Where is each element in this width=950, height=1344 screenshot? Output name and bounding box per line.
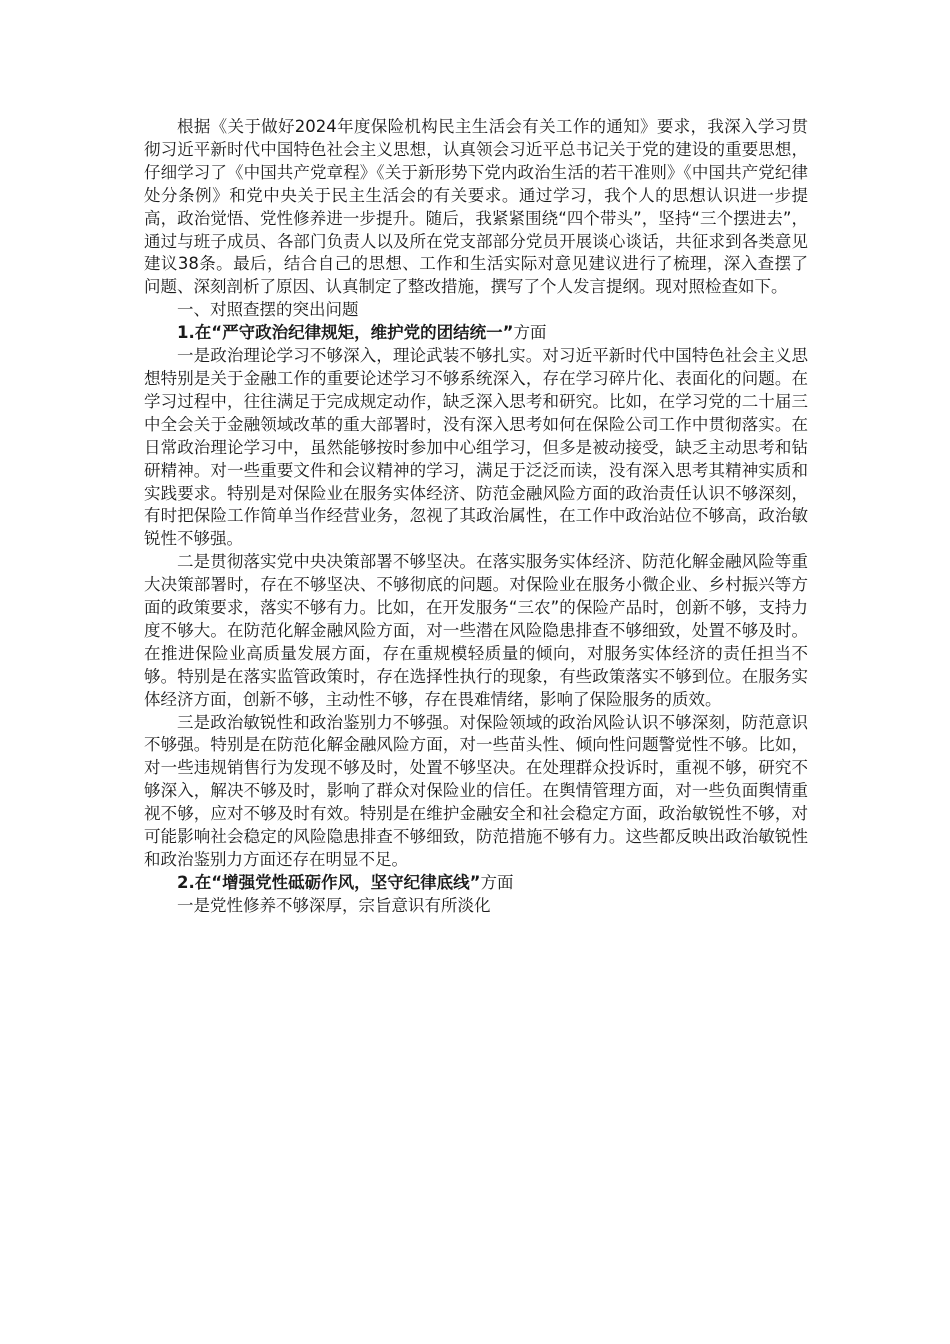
body-paragraph-1: 一是政治理论学习不够深入，理论武装不够扎实。对习近平新时代中国特色社会主义思想特别是关于金融工作的重要论述学习不够系统深入，存在学习碎片化、表面化的问题。在学习过程中，往往满足于完成规定动作，缺乏深入思考和研究。比如，在学习党的二十届三中全会关于金融领域改革的重大部署时，没有深入思考如何在保险公司工作中贯彻落实。在日常政治理论学习中，虽然能够按时参加中心组学习，但多是被动接受，缺乏主动思考和钻研精神。对一些重要文件和会议精神的学习，满足于泛泛而读，没有深入思考其精神实质和实践要求。特别是对保险业在服务实体经济、防范金融风险方面的政治责任认识不够深刻，有时把保险工作简单当作经营业务，忽视了其政治属性，在工作中政治站位不够高，政治敏锐性不够强。 <box>144 346 808 549</box>
body-paragraph-2: 二是贯彻落实党中央决策部署不够坚决。在落实服务实体经济、防范化解金融风险等重大决策部署时，存在不够坚决、不够彻底的问题。对保险业在服务小微企业、乡村振兴等方面的政策要求，落实不够有力。比如，在开发服务“三农”的保险产品时，创新不够，支持力度不够大。在防范化解金融风险方面，对一些潜在风险隐患排查不够细致，处置不够及时。在推进保险业高质量发展方面，存在重规模轻质量的倾向，对服务实体经济的责任担当不够。特别是在落实监管政策时，存在选择性执行的现象，有些政策落实不够到位。在服务实体经济方面，创新不够，主动性不够，存在畏难情绪，影响了保险服务的质效。 <box>144 552 808 709</box>
subsection-suffix: 方面 <box>480 872 514 892</box>
section-heading-1: 一、对照查摆的突出问题 <box>177 300 359 320</box>
subsection-heading-1 <box>144 322 808 345</box>
intro-paragraph: 根据《关于做好2024年度保险机构民主生活会有关工作的通知》要求，我深入学习贯彻习近平新时代中国特色社会主义思想，认真领会习近平总书记关于党的建设的重要思想，仔细学习了《中国共产党章程》《关于新形势下党内政治生活的若干准则》《中国共产党纪律处分条例》和党中央关于民主生活会的有关要求。通过学习，我个人的思想认识进一步提高，政治觉悟、党性修养进一步提升。随后，我紧紧围绕“四个带头”，坚持“三个摆进去”，通过与班子成员、各部门负责人以及所在党支部部分党员开展谈心谈话，共征求到各类意见建议38条。最后，结合自己的思想、工作和生活实际对意见建议进行了梳理，深入查摆了问题、深刻剖析了原因、认真制定了整改措施，撰写了个人发言提纲。现对照检查如下。 <box>144 117 808 297</box>
subsection-heading-2 <box>144 872 808 895</box>
body-paragraph-3: 三是政治敏锐性和政治鉴别力不够强。对保险领域的政治风险认识不够深刻，防范意识不够强。特别是在防范化解金融风险方面，对一些苗头性、倾向性问题警觉性不够。比如，对一些违规销售行为发现不够及时，处置不够坚决。在处理群众投诉时，重视不够，研究不够深入，解决不够及时，影响了群众对保险业的信任。在舆情管理方面，对一些负面舆情重视不够，应对不够及时有效。特别是在维护金融安全和社会稳定方面，政治敏锐性不够，对可能影响社会稳定的风险隐患排查不够细致，防范措施不够有力。这些都反映出政治敏锐性和政治鉴别力方面还存在明显不足。 <box>144 712 808 869</box>
subsection-suffix: 方面 <box>513 323 547 343</box>
body-paragraph-4: 一是党性修养不够深厚，宗旨意识有所淡化 <box>177 895 491 915</box>
subsection-number: 1. <box>177 323 195 343</box>
document-page <box>144 116 808 918</box>
subsection-title: 在“严守政治纪律规矩，维护党的团结统一” <box>194 323 514 343</box>
subsection-title: 在“增强党性砥砺作风，坚守纪律底线” <box>194 872 481 892</box>
subsection-number: 2. <box>177 872 195 892</box>
